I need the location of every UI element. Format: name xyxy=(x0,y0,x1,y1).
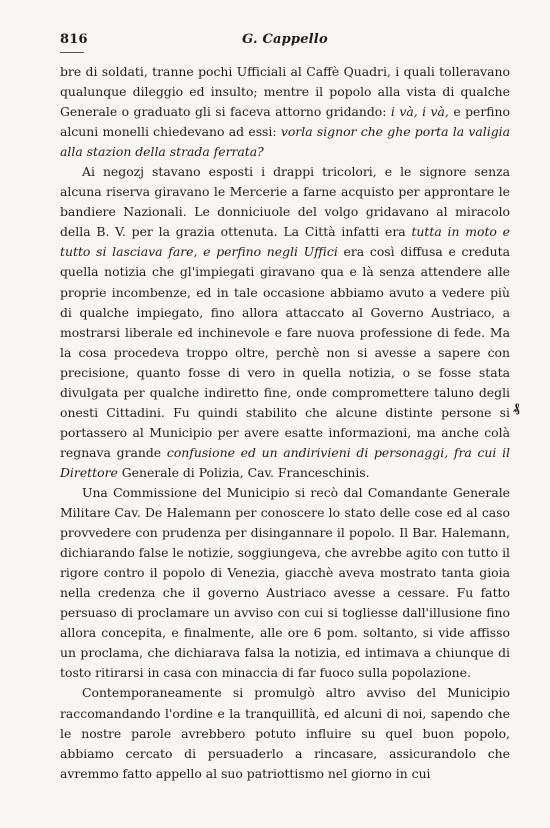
text-run-italic: confusione ed un andirivieni di personaggi, fra cui il Direttore xyxy=(60,444,510,480)
text-run: e perfino alcuni monelli chiedevano ad essi: xyxy=(60,104,510,140)
margin-mark: ₰ xyxy=(513,401,520,416)
text-run-italic: i và, i và, xyxy=(390,104,449,120)
paragraph-2 xyxy=(60,162,510,483)
body-text xyxy=(60,62,510,784)
text-run-italic: vorla signor che ghe porta la valigia alla stazion della strada ferrata? xyxy=(60,124,510,160)
paragraph-1 xyxy=(60,62,510,162)
paragraph-3 xyxy=(60,483,510,683)
header-rule xyxy=(60,52,84,53)
text-run: Generale di Polizia, Cav. Franceschinis. xyxy=(117,464,370,480)
text-run: bre di soldati, tranne pochi Ufficiali al Caffè Quadri, i quali tolleravano qualunque dileggio ed insulto; mentre il popolo alla vista di qualche Generale o graduato gli si faceva attorno gridando: xyxy=(60,64,510,120)
page-number: 816 xyxy=(60,32,88,47)
page-header xyxy=(60,32,510,54)
book-page xyxy=(60,32,510,784)
paragraph-4 xyxy=(60,683,510,783)
text-run: era così diffusa e creduta quella notizia che gl'impiegati giravano qua e là senza attendere alle proprie incombenze, ed in tale occasione abbiamo avuto a vedere più di qualche impiegato, fino allora attaccato al Governo Austriaco, a mostrarsi liberale ed inchinevole e fare nuova professione di fede. Ma la cosa procedeva troppo oltre, perchè non si avesse a sapere con precisione, quanto fosse di vero in quella notizia, o se fosse stata divulgata per qualche indiretto fine, onde compromettere taluno degli onesti Cittadini. Fu quindi stabilito che alcune distinte persone si portassero al Municipio per avere esatte informazioni, ma anche colà regnava grande xyxy=(60,244,510,460)
text-run: Contemporaneamente si promulgò altro avviso del Municipio raccomandando l'ordine e la tranquillità, ed alcuni di noi, sapendo che le nostre parole avrebbero potuto influire su quel buon popolo, abbiamo cercato di persuaderlo a rincasare, assicurandolo che avremmo fatto appello al suo patriottismo nel giorno in cui xyxy=(60,685,510,781)
text-run-italic: tutta in moto e tutto si lasciava fare, e perfino negli Uffici xyxy=(60,224,510,260)
text-run: Una Commissione del Municipio si recò dal Comandante Generale Militare Cav. De Halemann per conoscere lo stato delle cose ed al caso provvedere con prudenza per disingannare il popolo. Il Bar. Halemann, dichiarando false le notizie, soggiungeva, che avrebbe agito con tutto il rigore contro il popolo di Venezia, giacchè aveva mostrato tanta gioia nella credenza che il governo Austriaco avesse a cessare. Fu fatto persuaso di proclamare un avviso con cui si togliesse dall'illusione fino allora concepita, e finalmente, alle ore 6 pom. soltanto, si vide affisso un proclama, che dichiarava falsa la notizia, ed intimava a chiunque di tosto ritirarsi in casa con minaccia di far fuoco sulla popolazione. xyxy=(60,484,510,681)
running-title: G. Cappello xyxy=(242,32,328,47)
text-run: Ai negozj stavano esposti i drappi tricolori, e le signore senza alcuna riserva giravano le Mercerie a farne acquisto per approntare le bandiere Nazionali. Le donniciuole del volgo gridavano al miracolo della B. V. per la grazia ottenuta. La Città infatti era xyxy=(60,164,510,240)
